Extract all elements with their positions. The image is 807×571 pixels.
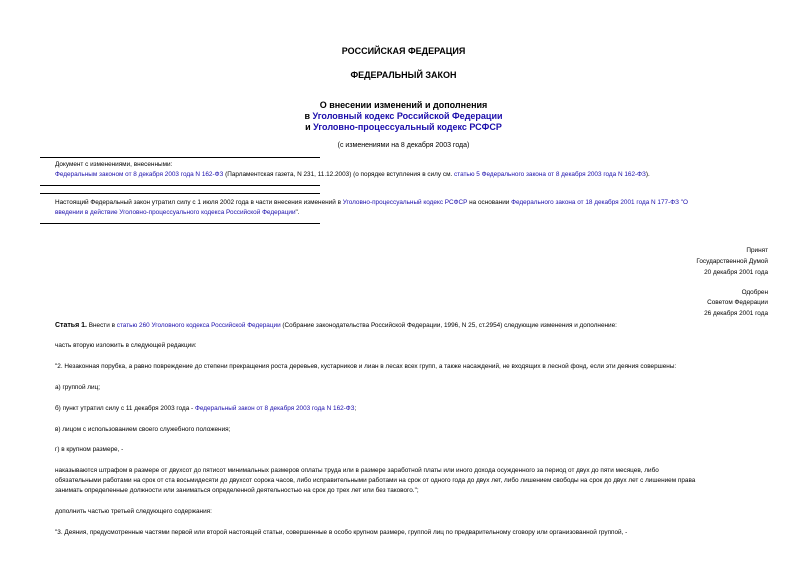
- changes-text2: ).: [645, 171, 650, 178]
- article1-text1: Внести в: [86, 322, 117, 329]
- law-title-line3: [0, 122, 807, 133]
- changes-details: [55, 170, 650, 180]
- penalty-line1: наказываются штрафом в размере от двухсот до пятисот минимальных размеров оплаты труда или в размере заработной платы или иного дохода осужденного за период от двух до пяти месяцев, либо: [55, 467, 659, 474]
- expired-note-line2: [55, 208, 300, 218]
- item-b-text: б) пункт утратил силу с 11 декабря 2003 года -: [55, 405, 195, 412]
- item-b-end: ;: [354, 405, 357, 412]
- paragraph-part3-intro: дополнить частью третьей следующего содержания:: [55, 508, 212, 515]
- expired-note-line1: [55, 198, 688, 208]
- law-162-fz-link[interactable]: Федеральный закон от 8 декабря 2003 года N 162-ФЗ: [194, 405, 355, 412]
- article5-link[interactable]: статью 5 Федерального закона от 8 декабря 2003 года N 162-ФЗ: [454, 171, 646, 178]
- paragraph-part2-intro: часть вторую изложить в следующей редакции:: [55, 342, 197, 349]
- penalty-line3: занимать определенные должности или заниматься определенной деятельностью на срок до трех лет или без такового.";: [55, 487, 419, 494]
- item-g: г) в крупном размере, -: [55, 446, 124, 453]
- expired-text1: Настоящий Федеральный закон утратил силу с 1 июля 2002 года в части внесения изменений в: [55, 199, 343, 206]
- approved-date: 26 декабря 2001 года: [704, 310, 768, 317]
- penalty-line2: обязательными работами на срок от ста восьмидесяти до двухсот сорока часов, либо исправительными работами на срок от одного года до двух лет, либо лишением свободы на срок до двух лет с лишением права: [55, 477, 696, 484]
- changes-text1: (Парламентская газета, N 231, 11.12.2003) (о порядке вступления в силу см.: [223, 171, 455, 178]
- article1-intro: [55, 321, 617, 331]
- divider: [40, 193, 320, 194]
- criminal-code-link[interactable]: Уголовный кодекс Российской Федерации: [312, 111, 503, 121]
- law-177-fz-link[interactable]: Федерального закона от 18 декабря 2001 года N 177-ФЗ "О: [511, 199, 688, 206]
- law-title-line1: О внесении изменений и дополнения: [319, 100, 488, 110]
- edition-note: (с изменениями на 8 декабря 2003 года): [337, 142, 470, 149]
- item-v: в) лицом с использованием своего служебного положения;: [55, 426, 231, 433]
- rsfsr-procedure-code-link[interactable]: Уголовно-процессуальный кодекс РСФСР: [342, 199, 468, 206]
- paragraph-part3-text: "3. Деяния, предусмотренные частями первой или второй настоящей статьи, совершенные в особо крупном размере, группой лиц по предварительному сговору или организованной группой, -: [55, 529, 628, 536]
- law-type-heading: ФЕДЕРАЛЬНЫЙ ЗАКОН: [350, 70, 457, 80]
- criminal-procedure-code-link[interactable]: Уголовно-процессуальный кодекс РСФСР: [313, 122, 502, 132]
- divider: [40, 185, 320, 186]
- law-title-line2: [0, 111, 807, 122]
- expired-text3: ".: [295, 209, 300, 216]
- adopted-by: Государственной Думой: [696, 258, 768, 265]
- divider: [40, 223, 320, 224]
- title-prefix-v: в: [304, 111, 313, 121]
- article1-text2: (Собрание законодательства Российской Федерации, 1996, N 25, ст.2954) следующие изменения и дополнение:: [280, 322, 617, 329]
- changes-intro: Документ с изменениями, внесенными:: [55, 161, 173, 168]
- paragraph-part2-text: "2. Незаконная порубка, а равно повреждение до степени прекращения роста деревьев, кустарников и лиан в лесах всех групп, а также насаждений, не входящих в лесной фонд, если эти деяния совершены:: [55, 363, 677, 370]
- item-a: а) группой лиц;: [55, 384, 101, 391]
- article1-label: Статья 1.: [55, 322, 87, 329]
- divider: [40, 157, 320, 158]
- enactment-law-link[interactable]: введении в действие Уголовно-процессуального кодекса Российской Федерации: [55, 209, 296, 216]
- amending-law-link[interactable]: Федеральным законом от 8 декабря 2003 года N 162-ФЗ: [55, 171, 224, 178]
- approved-label: Одобрен: [741, 289, 768, 296]
- item-b: [55, 404, 356, 414]
- approved-by: Советом Федерации: [707, 299, 768, 306]
- adopted-label: Принят: [746, 247, 768, 254]
- adopted-date: 20 декабря 2001 года: [704, 269, 768, 276]
- title-prefix-i: и: [305, 122, 314, 132]
- article-260-link[interactable]: статью 260 Уголовного кодекса Российской Федерации: [116, 322, 281, 329]
- expired-text2: на основании: [467, 199, 512, 206]
- country-heading: РОССИЙСКАЯ ФЕДЕРАЦИЯ: [341, 46, 466, 56]
